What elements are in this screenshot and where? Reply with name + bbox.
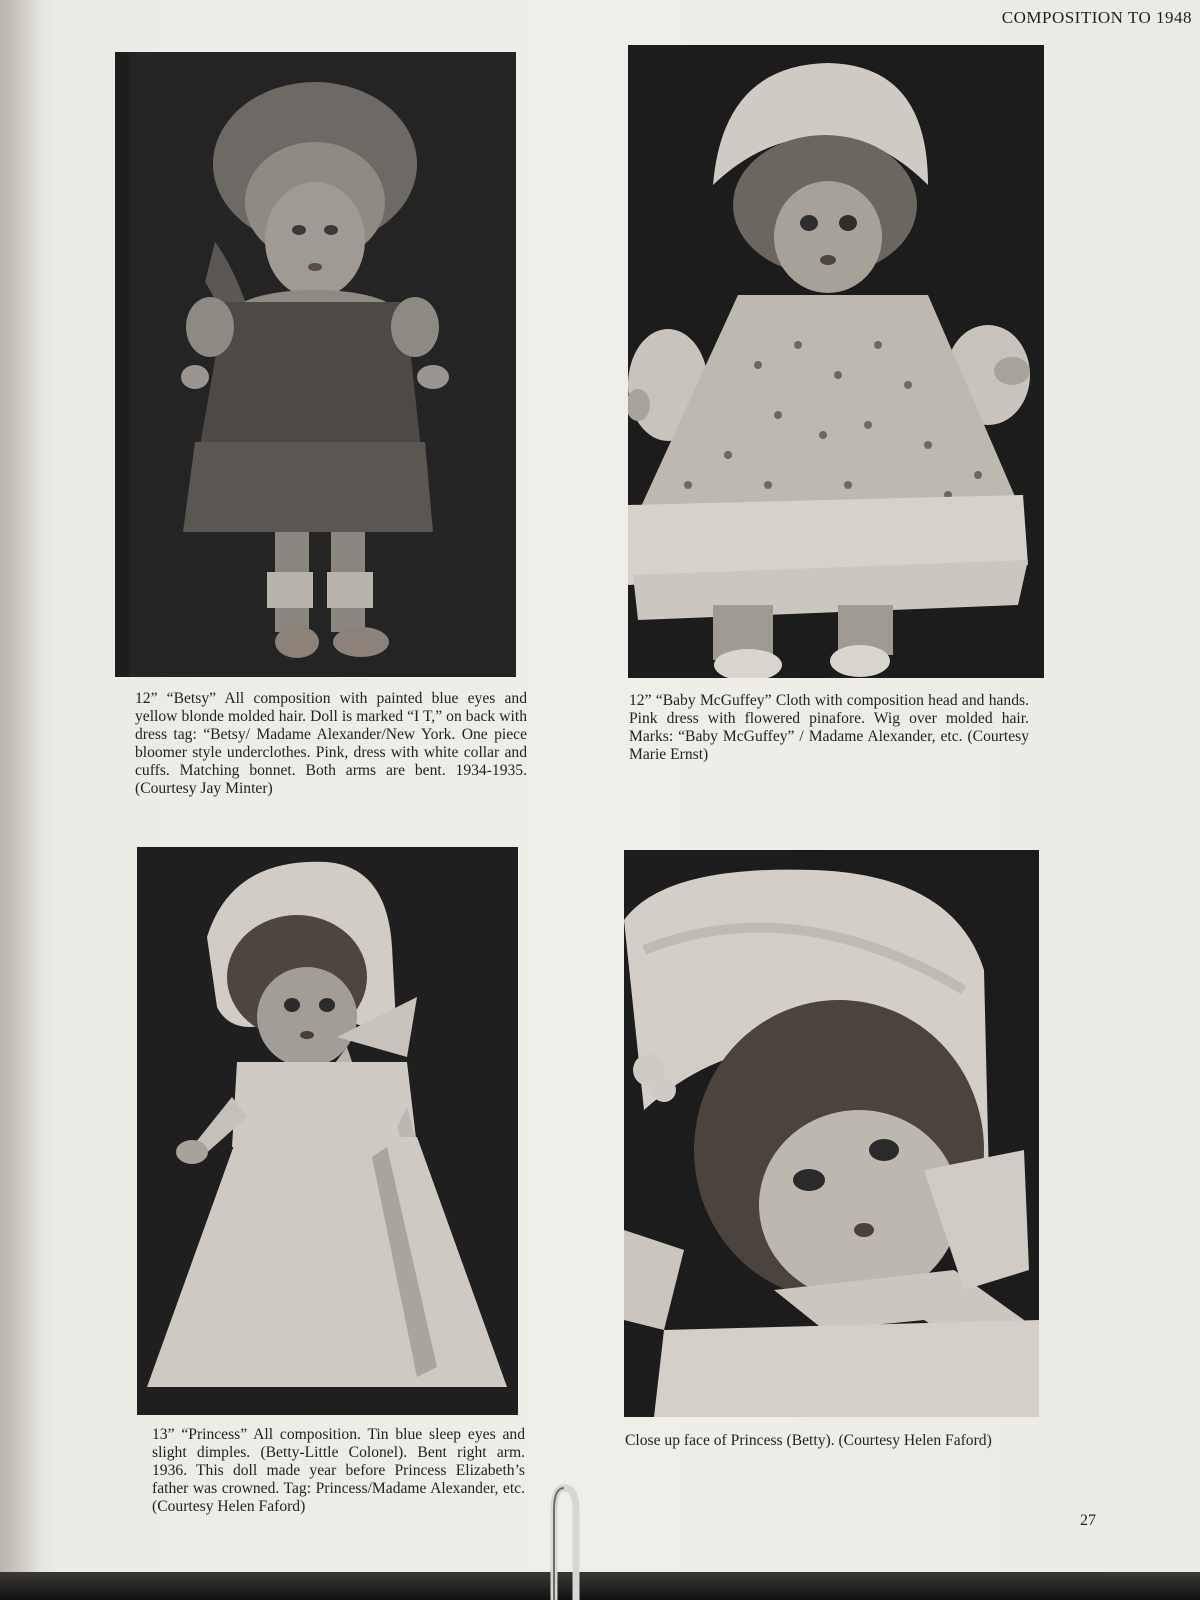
betsy-doll-photo xyxy=(115,52,516,677)
princess-closeup-photo xyxy=(624,850,1039,1417)
running-head: COMPOSITION TO 1948 xyxy=(1001,8,1192,27)
page-bottom-edge xyxy=(0,1572,1200,1600)
baby-mcguffey-caption: 12” “Baby McGuffey” Cloth with composition head and hands. Pink dress with flowered pinafore. Wig over molded hair. Marks: “Baby McGuffey” / Madame Alexander, etc. (Courtesy Marie Ernst) xyxy=(629,692,1029,763)
betsy-caption: 12” “Betsy” All composition with painted blue eyes and yellow blonde molded hair. Doll is marked “I T,” on back with dress tag: “Betsy/ Madame Alexander/New York. One piece bloomer style underclothes. Pink, dress with white collar and cuffs. Matching bonnet. Both arms are bent. 1934-1935. (Courtesy Jay Minter) xyxy=(135,690,527,797)
princess-doll-photo xyxy=(137,847,518,1415)
baby-mcguffey-doll-photo xyxy=(628,45,1044,678)
princess-caption: 13” “Princess” All composition. Tin blue sleep eyes and slight dimples. (Betty-Little Colonel). Bent right arm. 1936. This doll made year before Princess Elizabeth’s father was crowned. Tag: Princess/Madame Alexander, etc. (Courtesy Helen Faford) xyxy=(152,1426,525,1515)
gutter-shadow xyxy=(0,0,40,1590)
princess-closeup-caption: Close up face of Princess (Betty). (Courtesy Helen Faford) xyxy=(625,1432,992,1449)
page-number: 27 xyxy=(1080,1512,1096,1529)
binder-ring-icon xyxy=(536,1480,586,1600)
